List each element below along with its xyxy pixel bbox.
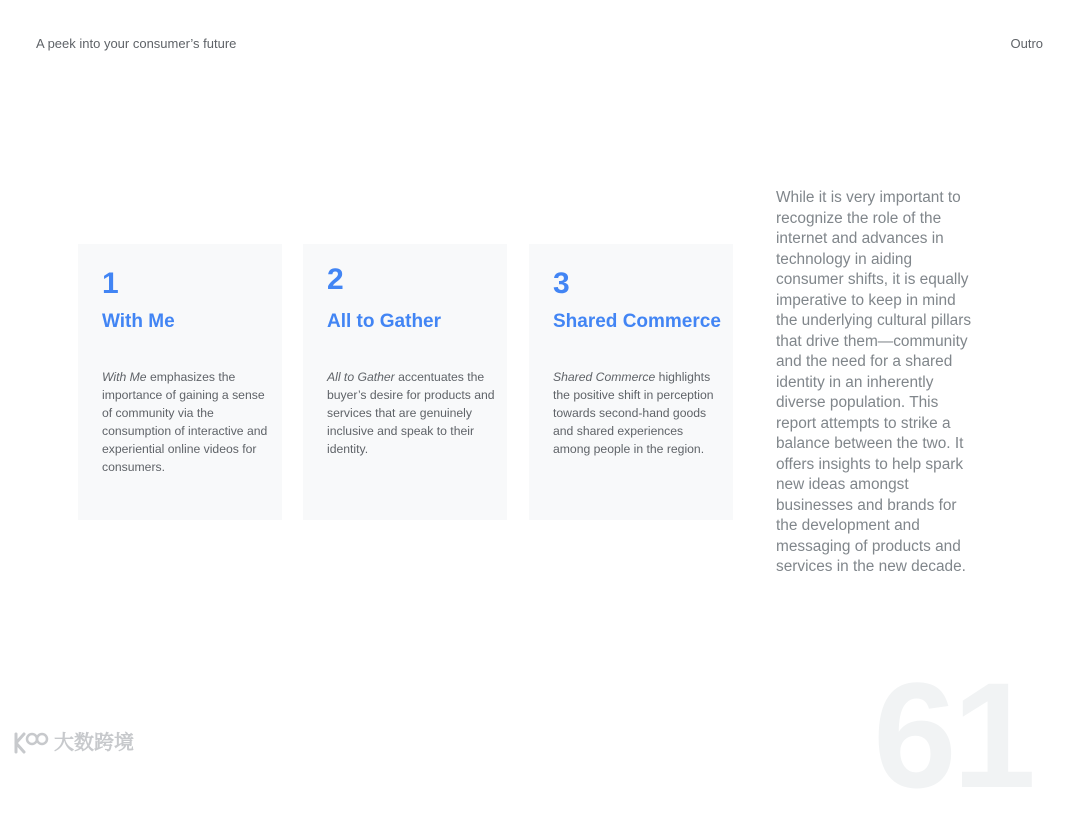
card-title: All to Gather (327, 311, 442, 332)
card-description-emphasis: With Me (102, 370, 147, 384)
card-description-emphasis: Shared Commerce (553, 370, 656, 384)
card-title: With Me (102, 311, 175, 332)
card-number: 2 (327, 263, 344, 296)
card-description-emphasis: All to Gather (327, 370, 395, 384)
card-description (327, 368, 495, 458)
ko-logo-icon (10, 730, 50, 756)
card-description-text: emphasizes the importance of gaining a sense of community via the consumption of interactive and experiential online videos for consumers. (102, 370, 268, 474)
card-description (553, 368, 721, 458)
header-section-label: Outro (1010, 36, 1043, 51)
card-title: Shared Commerce (553, 311, 721, 332)
card-description-text: accentuates the buyer’s desire for products and services that are genuinely inclusive and speak to their identity. (327, 370, 495, 456)
outro-paragraph: While it is very important to recognize the role of the internet and advances in technology in aiding consumer shifts, it is equally imperative to keep in mind the underlying cultural pillars that drive them—community and the need for a shared identity in an inherently diverse population. This report attempts to strike a balance between the two. It offers insights to help spark new ideas amongst businesses and brands for the development and messaging of products and services in the new decade. (776, 189, 972, 575)
card-number: 3 (553, 267, 570, 300)
card-description-text: highlights the positive shift in perception towards second-hand goods and shared experiences among people in the region. (553, 370, 714, 456)
card-number: 1 (102, 267, 119, 300)
pillar-card-all-to-gather (303, 244, 507, 520)
card-description (102, 368, 270, 476)
watermark (10, 729, 134, 757)
header-title: A peek into your consumer’s future (36, 36, 237, 51)
watermark-text: 大数跨境 (54, 732, 134, 754)
pillar-card-with-me (78, 244, 282, 520)
page-number: 61 (873, 651, 1032, 819)
pillar-card-shared-commerce (529, 244, 733, 520)
